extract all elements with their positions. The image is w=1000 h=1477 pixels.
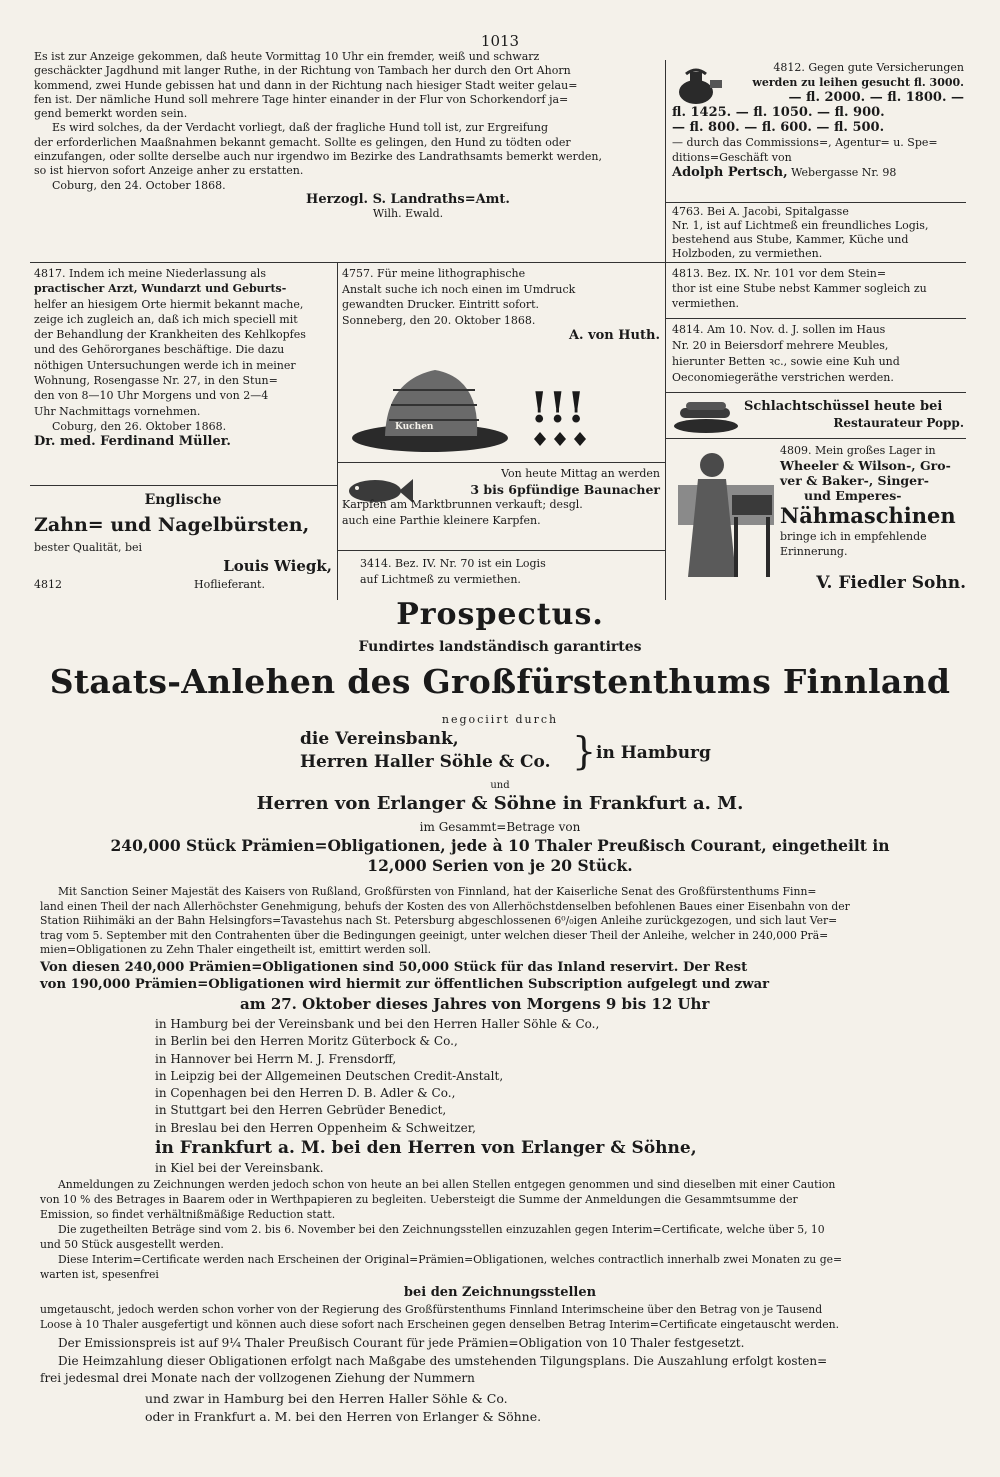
ad-name: A. von Huth. bbox=[568, 328, 660, 343]
ad-line: 4757. Für meine lithographische bbox=[342, 267, 526, 280]
notice-line: so ist hiervon sofort Anzeige anher zu erstatten. bbox=[34, 164, 304, 178]
ad-line: werden zu leihen gesucht fl. 3000. bbox=[752, 76, 964, 89]
ad-3414 bbox=[360, 556, 660, 588]
ad-line: 3414. Bez. IV. Nr. 70 ist ein Logis bbox=[360, 557, 546, 570]
subscription-offices: bei den Zeichnungsstellen bbox=[403, 1285, 597, 1300]
ad-4809-vendor: V. Fiedler Sohn. bbox=[816, 573, 966, 593]
ad-line: bester Qualität, bei bbox=[34, 541, 143, 554]
ad-line: vermiethen. bbox=[672, 297, 740, 310]
rule-above-3414 bbox=[337, 550, 666, 551]
sausage-dish-illustration bbox=[672, 396, 740, 436]
ad-line: auch eine Parthie kleinere Karpfen. bbox=[342, 513, 541, 527]
payout-hamburg: und zwar in Hamburg bei den Herren Haller Söhle & Co. bbox=[145, 1391, 508, 1406]
bank-haller: Herren Haller Söhle & Co. bbox=[300, 752, 551, 772]
ad-line: den von 8—10 Uhr Morgens und von 2—4 bbox=[34, 389, 269, 403]
ad-line: Erinnerung. bbox=[780, 545, 848, 558]
ad-line: Nr. 1, ist auf Lichtmeß ein freundliches Logis, bbox=[672, 219, 929, 232]
para-line: Die zugetheilten Beträge sind vom 2. bis 6. November bei den Zeichnungsstellen einzuzahlen gegen Interim=Certificate, welche über 5, 10 bbox=[58, 1223, 825, 1236]
place-item: in Hannover bei Herrn M. J. Frensdorff, bbox=[155, 1051, 397, 1066]
ad-line: 3 bis 6pfündige Baunacher bbox=[470, 481, 660, 497]
total-amount-label: im Gesammt=Betrage von bbox=[419, 820, 581, 834]
notice-line: fen ist. Der nämliche Hund soll mehrere Tage hinter einander in der Flur von Schorkendorf ja= bbox=[34, 92, 569, 106]
ad-4809-sewing bbox=[780, 443, 966, 559]
ad-carp bbox=[342, 466, 660, 528]
ad-line: 4763. Bei A. Jacobi, Spitalgasse bbox=[672, 205, 849, 218]
notice-line: gend bemerkt worden sein. bbox=[34, 107, 188, 121]
ad-line: Wohnung, Rosengasse Nr. 27, in den Stun= bbox=[34, 374, 278, 388]
registration-paragraph bbox=[40, 1177, 970, 1282]
para-line: mien=Obligationen zu Zehn Thaler eingetheilt ist, emittirt werden soll. bbox=[40, 943, 432, 957]
prospectus-main-title: Staats-Anlehen des Großfürstenthums Finnland bbox=[49, 662, 951, 701]
sewing-woman-illustration bbox=[672, 445, 780, 585]
rule-above-4763 bbox=[666, 202, 966, 203]
ad-line: Wheeler & Wilson-, Gro- bbox=[780, 458, 951, 473]
ad-line: 4817. Indem ich meine Niederlassung als bbox=[34, 267, 266, 280]
place-item: in Stuttgart bei den Herren Gebrüder Benedict, bbox=[155, 1103, 447, 1118]
subscription-places bbox=[155, 1016, 955, 1137]
place-item: in Breslau bei den Herren Oppenheim & Schweitzer, bbox=[155, 1120, 476, 1135]
place-item: in Copenhagen bei den Herren D. B. Adler & Co., bbox=[155, 1086, 456, 1101]
ad-line: und Emperes- bbox=[804, 488, 902, 503]
reserved-line-1: Von diesen 240,000 Prämien=Obligationen sind 50,000 Stück für das Inland reservirt. Der Rest bbox=[40, 960, 748, 975]
place-item: in Leipzig bei der Allgemeinen Deutschen Credit-Anstalt, bbox=[155, 1068, 504, 1083]
notice-date: Coburg, den 24. October 1868. bbox=[52, 178, 226, 192]
ad-line: — fl. 2000. — fl. 1800. — bbox=[788, 90, 964, 105]
ad-line: Uhr Nachmittags vornehmen. bbox=[34, 404, 201, 418]
notice-signature: Wilh. Ewald. bbox=[372, 207, 444, 221]
ad-line: hierunter Betten ꝛc., sowie eine Kuh und bbox=[672, 355, 900, 368]
ad-line: ditions=Geschäft von bbox=[672, 151, 792, 164]
ad-line: Holzboden, zu vermiethen. bbox=[672, 247, 823, 260]
reserved-line-2: von 190,000 Prämien=Obligationen wird hiermit zur öffentlichen Subscription aufgelegt und zwar bbox=[40, 977, 770, 992]
payout-frankfurt: oder in Frankfurt a. M. bei den Herren von Erlanger & Söhne. bbox=[145, 1409, 542, 1424]
repayment-line: Die Heimzahlung dieser Obligationen erfolgt nach Maßgabe des umstehenden Tilgungsplans. Die Auszahlung erfolgt kosten= bbox=[58, 1354, 828, 1368]
para-line: umgetauscht, jedoch werden schon vorher von der Regierung des Großfürstenthums Finnland Interimscheine über den Betrag von je Tausend bbox=[40, 1303, 823, 1316]
para-line: land einen Theil der nach Allerhöchster Genehmigung, behufs der Kosten des von Allerhöchstdenselben befohlenen Baues einer Eisenbahn von der bbox=[40, 899, 850, 913]
bonds-line-2: 12,000 Serien von je 20 Stück. bbox=[367, 856, 633, 875]
para-line: Station Riihimäki an der Bahn Helsingfors=Tavastehus nach St. Petersburg abgeschlossenen 6⁰/₀igen Anleihe zurückgezogen, und sich laut Ver= bbox=[40, 914, 838, 928]
ad-4812-loans bbox=[672, 60, 964, 180]
ad-line: Anstalt suche ich noch einen im Umdruck bbox=[342, 282, 576, 296]
ad-line: auf Lichtmeß zu vermiethen. bbox=[360, 573, 521, 586]
ad-schlachtschuessel bbox=[744, 398, 964, 432]
notice-line: Es wird solches, da der Verdacht vorliegt, daß der fragliche Hund toll ist, zur Ergreifung bbox=[52, 121, 548, 135]
para-line: trag vom 5. September mit den Contrahenten über die Bedingungen geeinigt, unter welchen dieser Theil der Anleihe, welcher in 240,000 Prä= bbox=[40, 928, 829, 942]
ad-line: gewandten Drucker. Eintritt sofort. bbox=[342, 298, 540, 311]
ad-title: Hoflieferant. bbox=[194, 578, 265, 591]
exchange-paragraph bbox=[40, 1302, 970, 1332]
ad-line: Von heute Mittag an werden bbox=[501, 467, 660, 480]
ad-line: Nr. 20 in Beiersdorf mehrere Meubles, bbox=[672, 339, 889, 352]
ad-line: bringe ich in empfehlende bbox=[780, 530, 927, 543]
rule-above-brush bbox=[30, 485, 337, 486]
ad-line: Nähmaschinen bbox=[780, 503, 956, 528]
ad-line: 4809. Mein großes Lager in bbox=[780, 444, 936, 457]
ad-line: helfer an hiesigem Orte hiermit bekannt mache, bbox=[34, 297, 304, 311]
place-kiel: in Kiel bei der Vereinsbank. bbox=[155, 1161, 324, 1175]
notice-line: Es ist zur Anzeige gekommen, daß heute Vormittag 10 Uhr ein fremder, weiß und schwarz bbox=[34, 50, 540, 63]
rule-above-4814 bbox=[666, 318, 966, 319]
ad-line: — durch das Commissions=, Agentur= u. Spe= bbox=[672, 136, 938, 149]
ad-line: Karpfen am Marktbrunnen verkauft; desgl. bbox=[342, 498, 583, 511]
notice-line: geschäckter Jagdhund mit langer Ruthe, in der Richtung von Tambach her durch den Ort Ahorn bbox=[34, 64, 571, 78]
notice-line: einzufangen, oder sollte derselbe auch nur irgendwo im Bezirke des Landrathsamts bemerkt werden, bbox=[34, 150, 602, 164]
ad-number: 4812 bbox=[34, 578, 62, 591]
place-item: in Hamburg bei der Vereinsbank und bei den Herren Haller Söhle & Co., bbox=[155, 1017, 600, 1031]
ad-line: der Behandlung der Krankheiten des Kehlkopfes bbox=[34, 328, 306, 342]
ad-name: Adolph Pertsch, bbox=[672, 165, 788, 180]
ad-4763 bbox=[672, 205, 964, 261]
para-line: und 50 Stück ausgestellt werden. bbox=[40, 1238, 224, 1251]
column-rule-right bbox=[665, 60, 666, 600]
ad-line: ver & Baker-, Singer- bbox=[780, 473, 929, 488]
sanction-paragraph bbox=[40, 885, 970, 958]
ad-4813 bbox=[672, 266, 964, 311]
ad-line: Englische bbox=[144, 492, 222, 508]
ad-name: Louis Wiegk, bbox=[223, 557, 332, 575]
notice-authority: Herzogl. S. Landraths=Amt. bbox=[306, 191, 510, 207]
ad-line: thor ist eine Stube nebst Kammer sogleich zu bbox=[672, 282, 927, 295]
ad-4817-doctor bbox=[34, 266, 332, 450]
repayment-line-2: frei jedesmal drei Monate nach der vollzogenen Ziehung der Nummern bbox=[40, 1371, 475, 1385]
ad-line: bestehend aus Stube, Kammer, Küche und bbox=[672, 233, 909, 246]
cake-illustration bbox=[345, 350, 525, 460]
place-item: in Berlin bei den Herren Moritz Güterbock & Co., bbox=[155, 1034, 458, 1049]
ad-name: Dr. med. Ferdinand Müller. bbox=[34, 434, 231, 450]
ad-line: — fl. 800. — fl. 600. — fl. 500. bbox=[672, 120, 885, 135]
ad-line: 4812. Gegen gute Versicherungen bbox=[773, 61, 964, 74]
section-rule bbox=[30, 262, 666, 263]
negotiated-by: negociirt durch bbox=[441, 713, 559, 726]
ad-line: Schlachtschüssel heute bei bbox=[744, 399, 943, 414]
para-line: von 10 % des Betrages in Baarem oder in Werthpapieren zu begleiten. Uebersteigt die Summe der Anmeldungen die Gesammtsumme der bbox=[40, 1193, 798, 1206]
ad-line: 4813. Bez. IX. Nr. 101 vor dem Stein= bbox=[672, 267, 887, 280]
para-line: Anmeldungen zu Zeichnungen werden jedoch schon von heute an bei allen Stellen entgegen genommen und sind dieselben mit einer Caution bbox=[58, 1178, 836, 1191]
para-line: Diese Interim=Certificate werden nach Erscheinen der Original=Prämien=Obligationen, welches contractlich innerhalb zwei Monaten zu ge= bbox=[58, 1253, 843, 1266]
and-word: und bbox=[490, 780, 510, 791]
subscription-date: am 27. Oktober dieses Jahres von Morgens 9 bis 12 Uhr bbox=[240, 995, 710, 1013]
rule-above-4813 bbox=[666, 262, 966, 263]
ad-line: practischer Arzt, Wundarzt und Geburts- bbox=[34, 282, 287, 296]
ad-4814 bbox=[672, 322, 964, 386]
para-line: warten ist, spesenfrei bbox=[40, 1268, 159, 1281]
bank-vereinsbank: die Vereinsbank, bbox=[300, 729, 459, 749]
ad-date: Coburg, den 26. Oktober 1868. bbox=[52, 419, 227, 433]
exclamation-marks: !!! bbox=[530, 383, 586, 432]
ad-line: Oeconomiegeräthe verstrichen werden. bbox=[672, 371, 894, 384]
city-hamburg: in Hamburg bbox=[596, 743, 711, 763]
ad-line: Restaurateur Popp. bbox=[833, 416, 964, 430]
dog-notice bbox=[34, 50, 662, 222]
notice-line: kommend, zwei Hunde gebissen hat und dann in der Richtung nach hiesiger Stadt weiter gelau= bbox=[34, 78, 578, 92]
ad-line: fl. 1425. — fl. 1050. — fl. 900. bbox=[672, 105, 885, 120]
ad-line: Zahn= und Nagelbürsten, bbox=[34, 514, 310, 536]
ad-line: zeige ich zugleich an, daß ich mich speciell mit bbox=[34, 312, 298, 326]
emission-price: Der Emissionspreis ist auf 9¼ Thaler Preußisch Courant für jede Prämien=Obligation von 10 Thaler festgesetzt. bbox=[58, 1336, 745, 1350]
prospectus-subtitle: Fundirtes landständisch garantirtes bbox=[358, 639, 642, 655]
ad-brushes bbox=[34, 490, 332, 593]
place-frankfurt: in Frankfurt a. M. bei den Herren von Erlanger & Söhne, bbox=[155, 1138, 697, 1158]
ad-line: nöthigen Untersuchungen werde ich in meiner bbox=[34, 358, 296, 372]
notice-line: der erforderlichen Maaßnahmen bekannt gemacht. Sollte es gelingen, den Hund zu tödten oder bbox=[34, 135, 571, 149]
para-line: Mit Sanction Seiner Majestät des Kaisers von Rußland, Großfürsten von Finnland, hat der Kaiserliche Senat des Großfürstenthums Finn= bbox=[58, 885, 817, 898]
para-line: Loose à 10 Thaler ausgefertigt und können auch diese sofort nach Erscheinen gegen denselben Betrag Interim=Certificate eingetauscht werden. bbox=[40, 1318, 840, 1331]
ad-address: Webergasse Nr. 98 bbox=[791, 166, 897, 179]
ad-line: und des Gehörorganes beschäftige. Die dazu bbox=[34, 343, 285, 357]
rule-above-4809 bbox=[666, 438, 966, 439]
para-line: Emission, so findet verhältnißmäßige Reduction statt. bbox=[40, 1208, 336, 1221]
cake-label: Kuchen bbox=[395, 422, 434, 432]
bonds-line-1: 240,000 Stück Prämien=Obligationen, jede à 10 Thaler Preußisch Courant, eingetheilt in bbox=[110, 836, 890, 855]
ad-4757-lithography bbox=[342, 266, 660, 344]
rule-above-carp bbox=[337, 462, 666, 463]
rule-above-schlacht bbox=[666, 392, 966, 393]
prospectus-title: Prospectus. bbox=[396, 597, 604, 632]
bracket: } bbox=[572, 729, 597, 773]
bank-erlanger: Herren von Erlanger & Söhne in Frankfurt a. M. bbox=[256, 793, 744, 814]
diamond-ornaments bbox=[532, 430, 588, 448]
ad-line: 4814. Am 10. Nov. d. J. sollen im Haus bbox=[672, 323, 886, 336]
page-number: 1013 bbox=[480, 32, 520, 50]
ad-line: Sonneberg, den 20. Oktober 1868. bbox=[342, 313, 536, 327]
